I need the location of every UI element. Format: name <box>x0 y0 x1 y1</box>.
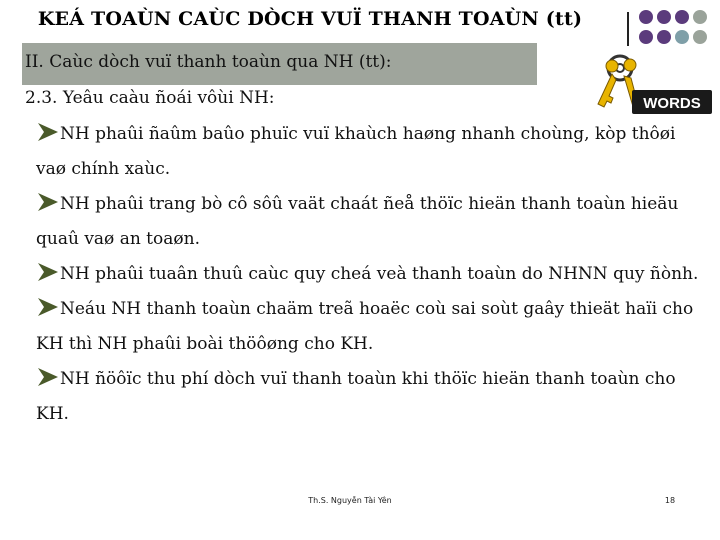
dot-icon <box>675 30 689 44</box>
dot-icon <box>657 10 671 24</box>
bullet-arrow-icon <box>36 191 60 213</box>
dot-icon <box>675 10 689 24</box>
bullet-item <box>36 292 706 362</box>
bullet-text: NH phaûi tuaân thuû caùc quy cheá veà thanh toaùn do NHNN quy ñònh. <box>60 264 699 284</box>
bullet-text: Neáu NH thanh toaùn chaäm treã hoaëc coù sai soùt gaây thieät haïi cho KH thì NH phaûi boài thöôøng cho KH. <box>36 299 694 354</box>
page-number: 18 <box>664 496 676 505</box>
dot-icon <box>639 10 653 24</box>
logo-text: WORDS <box>643 95 701 112</box>
bullet-text: NH phaûi trang bò cô sôû vaät chaát ñeå thöïc hieän thanh toaùn hieäu quaû vaø an toaøn. <box>36 194 679 249</box>
bullet-item <box>36 117 706 187</box>
bullet-item <box>36 187 706 257</box>
bullet-arrow-icon <box>36 121 60 143</box>
bullet-arrow-icon <box>36 261 60 283</box>
slide-title: KEÁ TOAÙN CAÙC DÒCH VUÏ THANH TOAÙN (tt) <box>37 8 583 30</box>
bullet-list <box>36 117 706 432</box>
bullet-arrow-icon <box>36 366 60 388</box>
bullet-text: NH ñöôïc thu phí dòch vuï thanh toaùn khi thöïc hieän thanh toaùn cho KH. <box>36 369 676 424</box>
section-subtitle: II. Caùc dòch vuï thanh toaùn qua NH (tt): <box>25 52 392 72</box>
keys-words-logo <box>590 52 715 120</box>
bullet-item <box>36 362 706 432</box>
dot-icon <box>657 30 671 44</box>
dot-icon <box>639 30 653 44</box>
decorative-dot-grid <box>639 10 719 50</box>
bullet-text: NH phaûi ñaûm baûo phuïc vuï khaùch haøng nhanh choùng, kòp thôøi vaø chính xaùc. <box>36 124 676 179</box>
section-heading: 2.3. Yeâu caàu ñoái vôùi NH: <box>25 88 275 108</box>
dot-icon <box>693 30 707 44</box>
dot-icon <box>693 10 707 24</box>
bullet-item <box>36 257 706 292</box>
header-divider <box>627 12 629 46</box>
bullet-arrow-icon <box>36 296 60 318</box>
footer-author: Th.S. Nguyễn Tài Yên <box>308 496 392 505</box>
